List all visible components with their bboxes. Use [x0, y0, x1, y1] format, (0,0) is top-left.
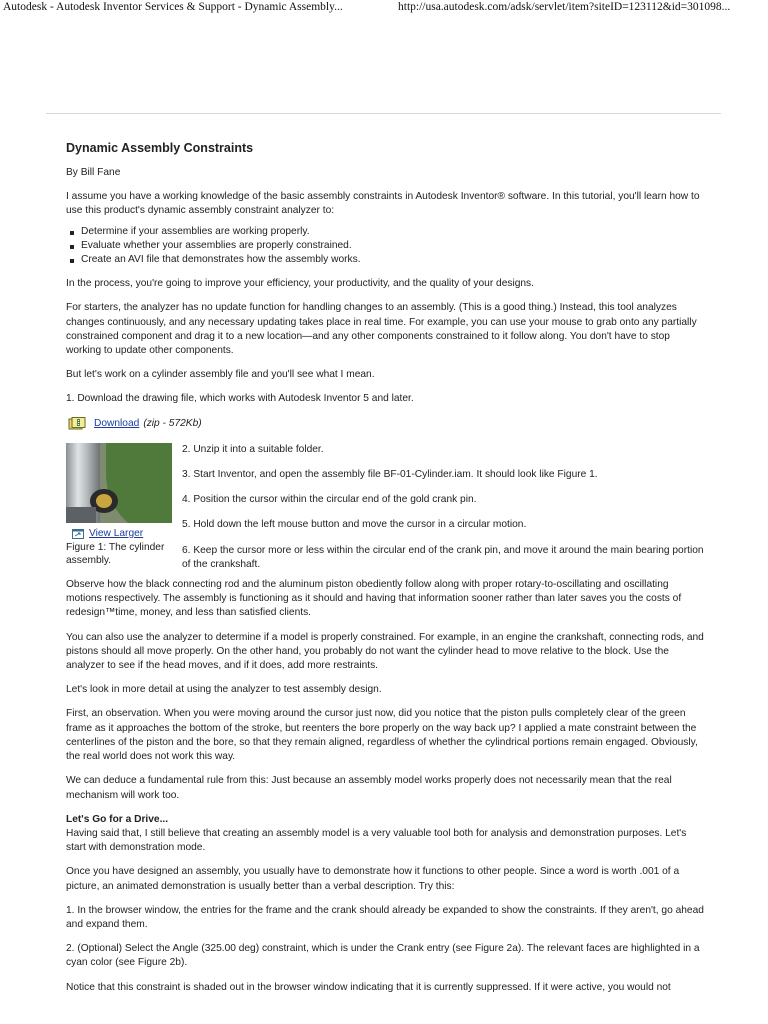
paragraph-notice: Notice that this constraint is shaded out in the browser window indicating that it is currently suppressed. If it were active, you would not: [66, 981, 671, 993]
paragraph-deduce: We can deduce a fundamental rule from this: Just because an assembly model works properly does not necessarily mean that the real mechanism will work too.: [66, 775, 672, 801]
paragraph-cylinder: But let's work on a cylinder assembly file and you'll see what I mean.: [66, 369, 375, 381]
article: [66, 140, 706, 1005]
print-header: [0, 0, 768, 16]
article-title: Dynamic Assembly Constraints: [66, 141, 254, 155]
paragraph-starters: For starters, the analyzer has no update function for handling changes to an assembly. (This is a good thing.) Instead, this tool analyzes changes continuously, and any necessary updating takes place in real time. For example, you can use your mouse to grab onto any partially constrained component and drag it to a new location—and any other components constrained to it follow along. You don't have to stop working to update other components.: [66, 302, 697, 357]
section-heading: Let's Go for a Drive...: [66, 813, 169, 825]
step-3: 3. Start Inventor, and open the assembly file BF-01-Cylinder.iam. It should look like Figure 1.: [182, 469, 598, 481]
intro-paragraph: I assume you have a working knowledge of the basic assembly constraints in Autodesk Inventor® software. In this tutorial, you'll learn how to use this product's dynamic assembly constraint analyzer to:: [66, 191, 700, 217]
divider: [46, 113, 721, 114]
enlarge-icon[interactable]: [72, 529, 84, 539]
step-6: 6. Keep the cursor more or less within the circular end of the crank pin, and move it around the main bearing portion of the crankshaft.: [182, 544, 704, 570]
page-title: Autodesk - Autodesk Inventor Services & Support - Dynamic Assembly...: [3, 1, 343, 13]
step-2: 2. Unzip it into a suitable folder.: [182, 443, 324, 455]
download-link[interactable]: Download: [94, 417, 140, 429]
paragraph-observe: Observe how the black connecting rod and the aluminum piston obediently follow along with proper rotary-to-oscillating and oscillating motions respectively. The assembly is functioning as it should and having that information sooner rather than later saves you the costs of redesign™time, money, and less than satisfied clients.: [66, 579, 682, 619]
paragraph-look: Let's look in more detail at using the analyzer to test assembly design.: [66, 684, 382, 696]
bullet-list: [66, 225, 706, 268]
step-5: 5. Hold down the left mouse button and move the cursor in a circular motion.: [182, 519, 527, 531]
page-url: http://usa.autodesk.com/adsk/servlet/item?siteID=123112&id=301098...: [398, 1, 731, 13]
view-larger-link[interactable]: View Larger: [89, 527, 144, 539]
byline: By Bill Fane: [66, 167, 121, 178]
figure-block: [66, 443, 706, 572]
steps-list: [182, 443, 706, 572]
download-row: [66, 417, 706, 431]
paragraph-having: Having said that, I still believe that creating an assembly model is a very valuable tool both for analysis and demonstration purposes. Let's start with demonstration mode.: [66, 827, 687, 854]
figure: [66, 443, 174, 572]
paragraph-process: In the process, you're going to improve your efficiency, your productivity, and the quality of your designs.: [66, 278, 534, 290]
list-item: Evaluate whether your assemblies are properly constrained.: [68, 239, 706, 253]
list-item: Determine if your assemblies are working properly.: [68, 225, 706, 239]
paragraph-once: Once you have designed an assembly, you usually have to demonstrate how it functions to other people. Since a word is worth .001 of a picture, an animated demonstration is usually better than a verbal description. Try this:: [66, 866, 680, 892]
download-size: (zip - 572Kb): [143, 417, 202, 429]
step-1: 1. Download the drawing file, which works with Autodesk Inventor 5 and later.: [66, 393, 414, 405]
paragraph-browser: 1. In the browser window, the entries for the frame and the crank should already be expanded to show the constraints. If they aren't, go ahead and expand them.: [66, 904, 704, 930]
view-larger: [66, 527, 174, 541]
zip-file-icon: [68, 417, 86, 431]
cylinder-assembly-image[interactable]: [66, 443, 172, 523]
paragraph-optional: 2. (Optional) Select the Angle (325.00 deg) constraint, which is under the Crank entry (see Figure 2a). The relevant faces are highlighted in a cyan color (see Figure 2b).: [66, 943, 700, 969]
step-4: 4. Position the cursor within the circular end of the gold crank pin.: [182, 494, 477, 506]
paragraph-first: First, an observation. When you were moving around the cursor just now, did you notice that the piston pulls completely clear of the green frame as it approaches the bottom of the stroke, but reenters the bore properly on the way back up? I applied a mate constraint between the centerlines of the piston and the bore, so that they remain aligned, regardless of whether the cylindrical portions remain engaged. Obviously, the real world does not work this way.: [66, 708, 698, 763]
paragraph-analyzer: You can also use the analyzer to determine if a model is properly constrained. For example, in an engine the crankshaft, connecting rods, and pistons should all move properly. On the other hand, you probably do not want the cylinder head to move relative to the block. Use the analyzer to see if the head moves, and if it does, add more restraints.: [66, 631, 704, 672]
section-drive: [66, 813, 706, 856]
list-item: Create an AVI file that demonstrates how the assembly works.: [68, 253, 706, 267]
figure-caption: Figure 1: The cylinder assembly.: [66, 542, 165, 566]
